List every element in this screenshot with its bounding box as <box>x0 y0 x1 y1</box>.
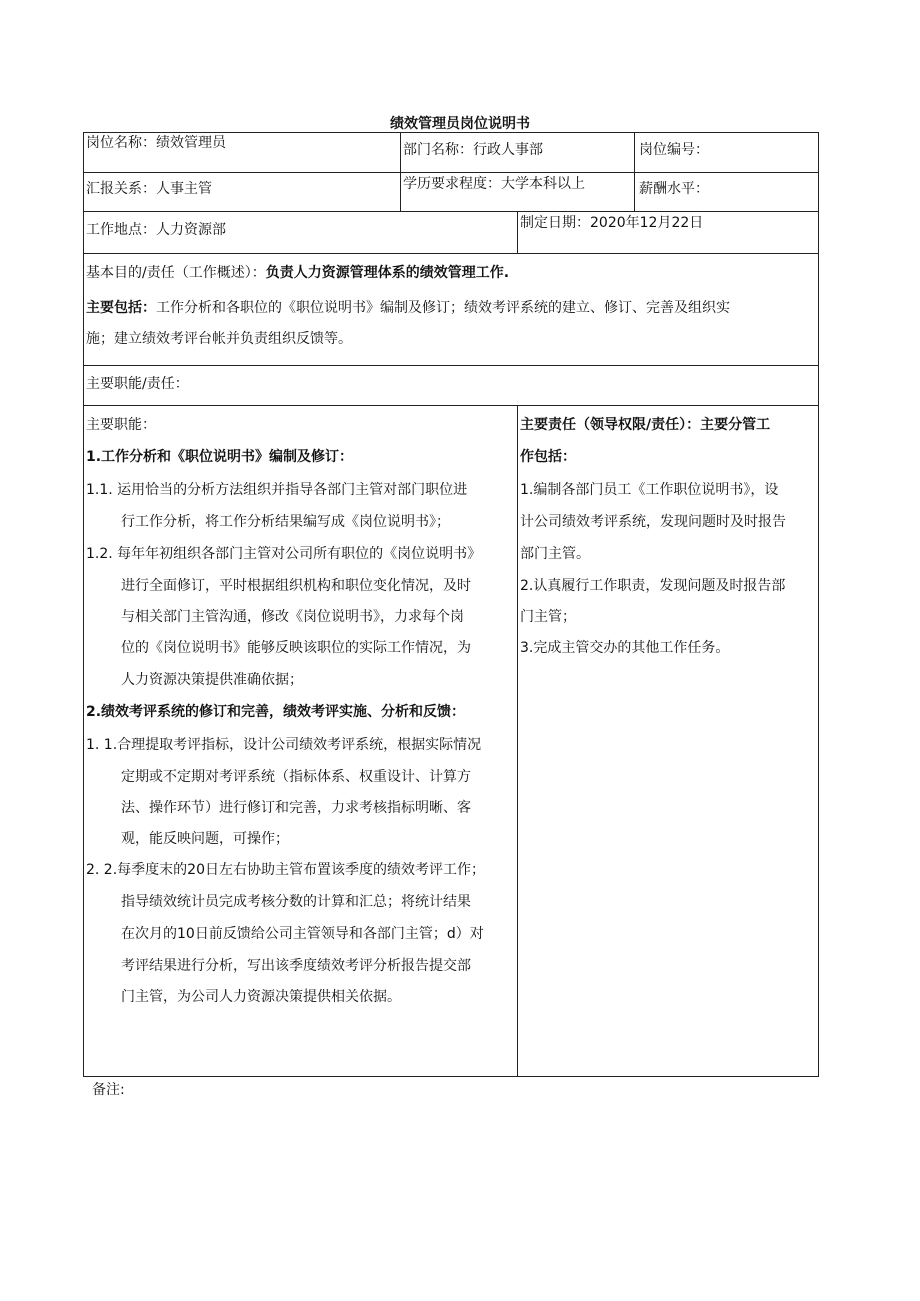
report-relation: 汇报关系：人事主管 <box>86 181 212 197</box>
col-divider <box>517 211 518 254</box>
work-location: 工作地点：人力资源部 <box>86 222 226 238</box>
item-2-2-line: 门主管，为公司人力资源决策提供相关依据。 <box>121 989 401 1005</box>
document-title: 绩效管理员岗位说明书 <box>390 116 530 132</box>
responsibility-1-line: 部门主管。 <box>520 546 590 562</box>
section-2-title: 2.绩效考评系统的修订和完善，绩效考评实施、分析和反馈： <box>86 704 466 720</box>
item-1-2-line: 位的《岗位说明书》能够反映该职位的实际工作情况，为 <box>121 640 471 656</box>
item-1-1-line: 1.1. 运用恰当的分析方法组织并指导各部门主管对部门职位进 <box>86 482 468 498</box>
item-1-2-line: 人力资源决策提供准确依据； <box>121 672 303 688</box>
item-2-2-line: 在次月的10日前反馈给公司主管领导和各部门主管；d）对 <box>121 926 484 942</box>
includes-line-1 <box>86 298 730 318</box>
duties-heading: 主要职能/责任： <box>86 376 189 392</box>
position-name: 岗位名称：绩效管理员 <box>86 135 226 151</box>
item-2-2-line: 2. 2.每季度末的20日左右协助主管布置该季度的绩效考评工作； <box>86 862 485 878</box>
item-2-1-line: 定期或不定期对考评系统（指标体系、权重设计、计算方 <box>121 769 471 785</box>
remarks-label: 备注: <box>92 1082 125 1098</box>
includes-text-1: 工作分析和各职位的《职位说明书》编制及修订；绩效考评系统的建立、修订、完善及组织实 <box>156 300 730 316</box>
responsibility-1-line: 计公司绩效考评系统，发现问题时及时报告 <box>520 514 786 530</box>
includes-line-2: 施；建立绩效考评台帐并负责组织反馈等。 <box>86 331 352 347</box>
col-divider <box>517 405 518 1077</box>
item-2-2-line: 考评结果进行分析，写出该季度绩效考评分析报告提交部 <box>121 958 471 974</box>
item-2-2-line: 指导绩效统计员完成考核分数的计算和汇总；将统计结果 <box>121 894 471 910</box>
right-heading-line: 主要责任（领导权限/责任）：主要分管工 <box>520 417 771 433</box>
education-requirement: 学历要求程度：大学本科以上 <box>403 176 585 192</box>
position-number: 岗位编号： <box>639 142 709 158</box>
item-2-1-line: 法、操作环节）进行修订和完善，力求考核指标明晰、客 <box>121 800 471 816</box>
responsibility-2-line: 门主管； <box>520 609 576 625</box>
department-name: 部门名称：行政人事部 <box>403 142 543 158</box>
salary-level: 薪酬水平： <box>639 181 709 197</box>
row-divider <box>83 253 819 254</box>
creation-date: 制定日期：2020年12月22日 <box>520 215 704 231</box>
responsibility-2-line: 2.认真履行工作职责，发现问题及时报告部 <box>520 578 786 594</box>
responsibility-3-line: 3.完成主管交办的其他工作任务。 <box>520 640 730 656</box>
item-2-1-line: 观，能反映问题，可操作； <box>121 831 289 847</box>
includes-label: 主要包括： <box>86 300 156 316</box>
col-divider <box>400 132 401 212</box>
right-heading-line: 作包括： <box>520 449 576 465</box>
col-divider <box>634 132 635 212</box>
row-divider <box>83 405 819 406</box>
responsibility-1-line: 1.编制各部门员工《工作职位说明书》，设 <box>520 482 779 498</box>
purpose-summary: 负责人力资源管理体系的绩效管理工作. <box>265 265 510 281</box>
item-1-2-line: 1.2. 每年年初组织各部门主管对公司所有职位的《岗位说明书》 <box>86 546 482 562</box>
row-divider <box>83 211 819 212</box>
item-1-2-line: 进行全面修订，平时根据组织机构和职位变化情况，及时 <box>121 578 471 594</box>
left-heading: 主要职能： <box>86 417 156 433</box>
purpose-label: 基本目的/责任（工作概述）： <box>86 265 266 281</box>
row-divider <box>83 172 819 173</box>
item-1-1-line: 行工作分析，将工作分析结果编写成《岗位说明书》； <box>121 514 450 530</box>
item-1-2-line: 与相关部门主管沟通，修改《岗位说明书》，力求每个岗 <box>121 609 464 625</box>
row-divider <box>83 365 819 366</box>
purpose-line <box>86 263 509 283</box>
item-2-1-line: 1. 1.合理提取考评指标，设计公司绩效考评系统，根据实际情况 <box>86 737 482 753</box>
section-1-title: 1.工作分析和《职位说明书》编制及修订： <box>86 449 354 465</box>
